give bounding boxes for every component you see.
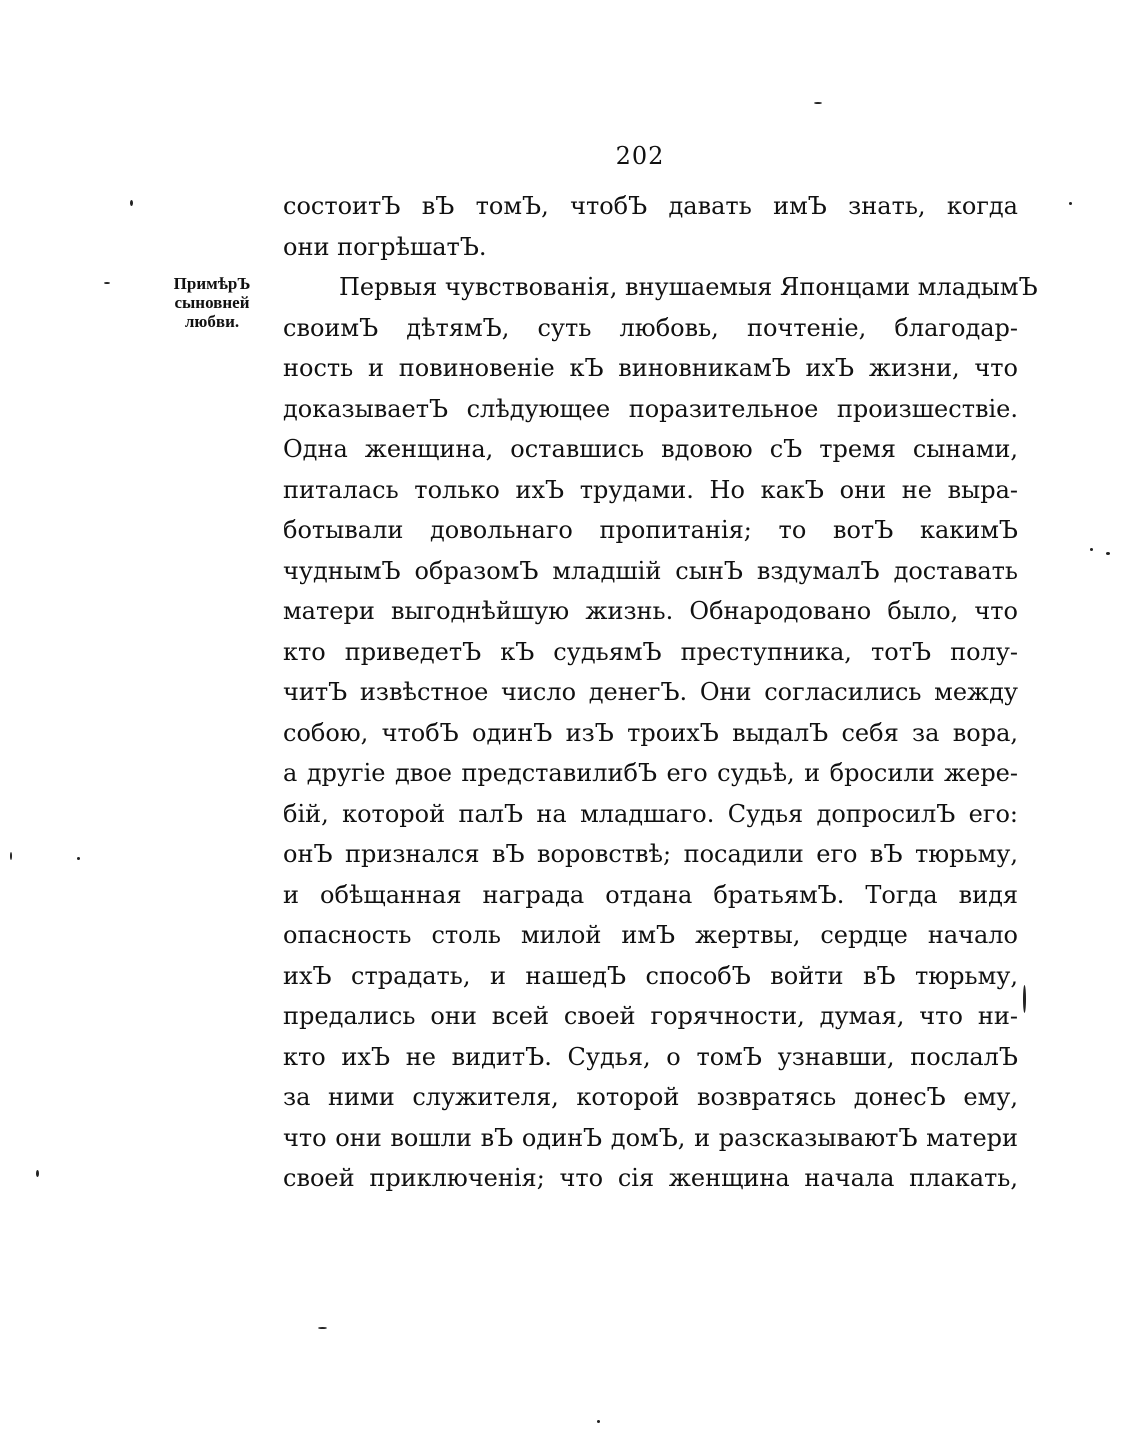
text-line: своимЪ дѣтямЪ, суть любовь, почтеніе, благодар- [283, 313, 1018, 342]
scan-speck [597, 1420, 600, 1423]
text-line: кто ихЪ не видитЪ. Судья, о томЪ узнавши, послалЪ [283, 1042, 1018, 1071]
text-line: читЪ извѣстное число денегЪ. Они согласились между [283, 678, 1018, 706]
scan-speck [104, 282, 110, 284]
text-line: ботывали довольнаго пропитанія; то вотЪ какимЪ [283, 516, 1018, 544]
scan-speck [130, 200, 133, 206]
page-number: 202 [615, 142, 665, 170]
scan-speck [1023, 985, 1026, 1013]
scan-speck [77, 857, 80, 860]
text-line: предались они всей своей горячности, думая, что ни- [283, 1002, 1018, 1030]
text-line: состоитЪ вЪ томЪ, чтобЪ давать имЪ знать, когда [283, 192, 1018, 220]
scan-speck [36, 1170, 39, 1177]
scan-speck [1069, 202, 1072, 205]
margin-note [148, 274, 276, 331]
text-line: и обѣщанная награда отдана братьямЪ. Тогда видя [283, 880, 1018, 909]
margin-note-line: сыновней [174, 293, 250, 312]
text-line: онЪ признался вЪ воровствѣ; посадили его вЪ тюрьму, [283, 840, 1018, 868]
text-line: доказываетЪ слѣдующее поразительное произшествіе. [283, 394, 1018, 423]
text-line: а другіе двое представилибЪ его судьѣ, и бросили жере- [283, 759, 1018, 787]
text-line: Первыя чувствованія, внушаемыя Японцами младымЪ [339, 273, 1038, 301]
scan-speck [318, 1327, 327, 1329]
text-line: ность и повиновеніе кЪ виновникамЪ ихЪ жизни, что [283, 354, 1018, 382]
body-text [283, 186, 1038, 1199]
text-line: своей приключенія; что сія женщина начала плакать, [283, 1164, 1018, 1192]
text-line: опасность столь милой имЪ жертвы, сердце начало [283, 921, 1018, 949]
text-line: кто приведетЪ кЪ судьямЪ преступника, тотЪ полу- [283, 637, 1018, 666]
text-line: питалась только ихЪ трудами. Но какЪ они не выра- [283, 475, 1018, 504]
text-line: Одна женщина, оставшись вдовою сЪ тремя сынами, [283, 435, 1018, 463]
scan-speck [1090, 548, 1093, 551]
text-line: собою, чтобЪ одинЪ изЪ троихЪ выдалЪ себя за вора, [283, 718, 1018, 747]
margin-note-line: ПримѣрЪ [173, 274, 251, 293]
margin-note-line: любви. [184, 312, 240, 331]
text-line: ихЪ страдать, и нашедЪ способЪ войти вЪ тюрьму, [283, 961, 1018, 990]
text-line: бій, которой палЪ на младшаго. Судья допросилЪ его: [283, 799, 1018, 828]
text-line: за ними служителя, которой возвратясь донесЪ ему, [283, 1083, 1018, 1111]
text-line: чуднымЪ образомЪ младшій сынЪ вздумалЪ доставать [283, 556, 1018, 585]
scan-speck [814, 102, 822, 104]
scan-speck [1106, 552, 1110, 555]
scan-speck [10, 852, 12, 860]
text-line: матери выгоднѣйшую жизнь. Обнародовано было, что [283, 597, 1018, 625]
text-line: что они вошли вЪ одинЪ домЪ, и разсказываютЪ матери [283, 1123, 1018, 1152]
text-line: они погрѣшатЪ. [283, 232, 487, 261]
